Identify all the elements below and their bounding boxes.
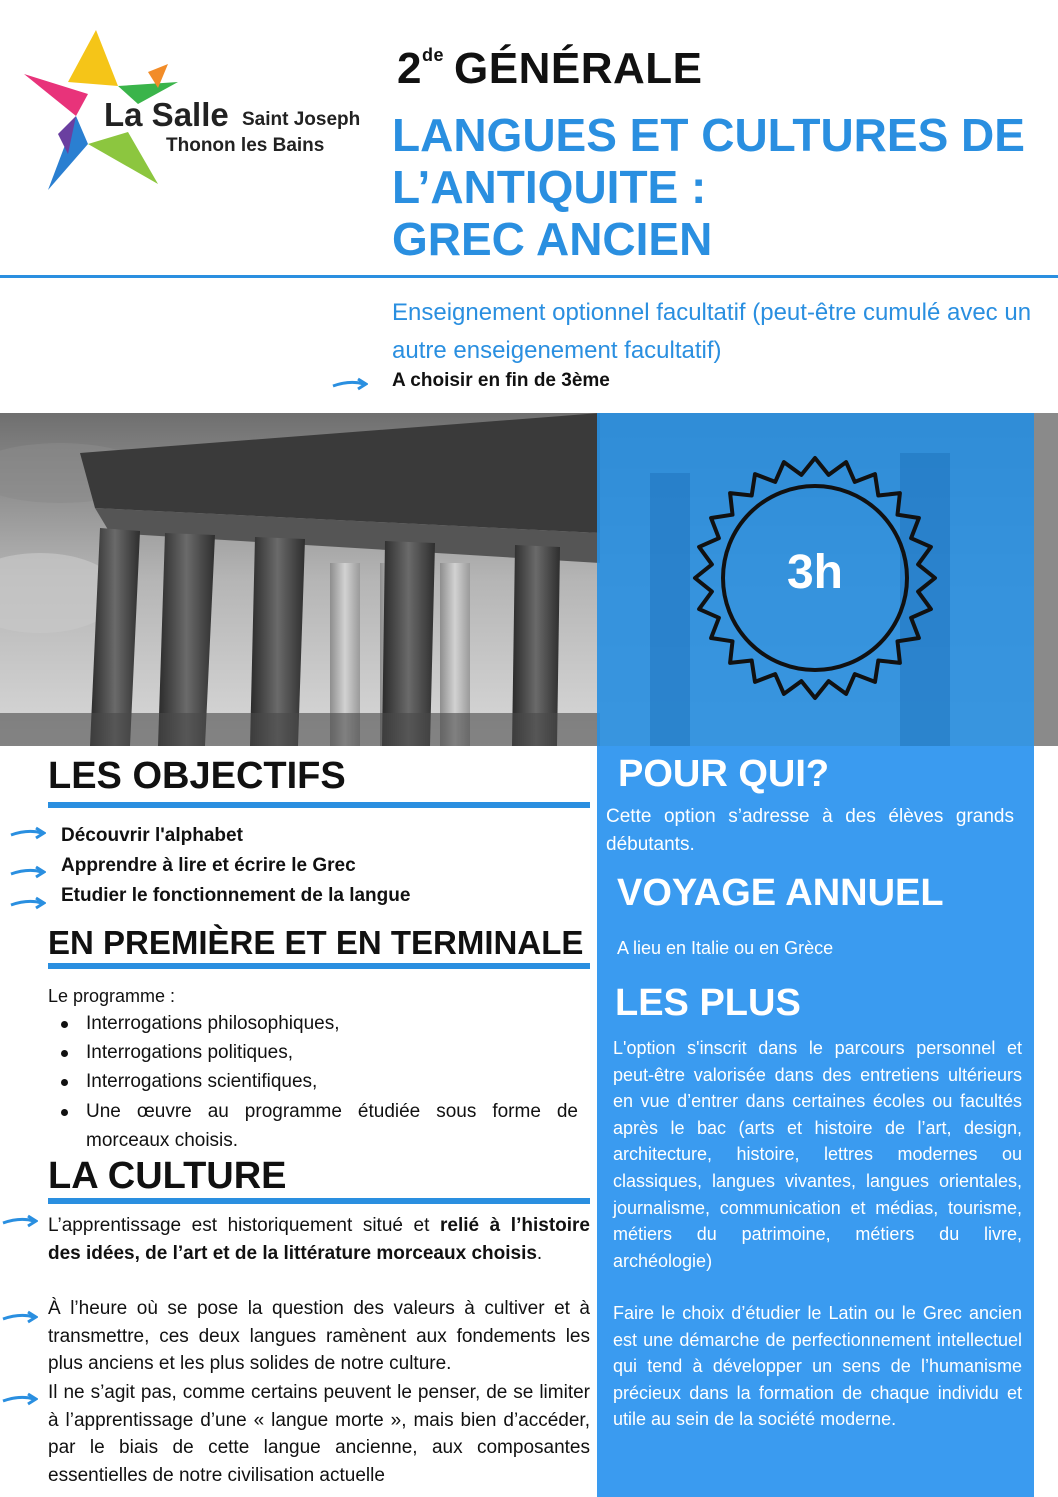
- star-logo-icon: [18, 24, 378, 204]
- objectifs-heading: LES OBJECTIFS: [48, 755, 346, 797]
- programme-intro: Le programme :: [48, 986, 176, 1006]
- pour-qui-text: Cette option s’adresse à des élèves grands débutants.: [606, 806, 1014, 855]
- pour-qui-heading: POUR QUI?: [618, 753, 830, 795]
- objectif-item: Apprendre à lire et écrire le Grec: [61, 855, 356, 876]
- arrow-icon: [10, 896, 46, 910]
- arrow-icon: [332, 377, 368, 391]
- culture-paragraph-1: L’apprentissage est historiquement situé et relié à l’histoire des idées, de l’art et de la littérature morceaux choisis.: [48, 1215, 590, 1264]
- grade-label: 2de GÉNÉRALE: [397, 44, 703, 93]
- choose-note: A choisir en fin de 3ème: [392, 370, 610, 391]
- objectifs-divider: [48, 802, 590, 808]
- culture-paragraph-3: Il ne s’agit pas, comme certains peuvent le penser, de se limiter à l’apprentissage d’une « langue morte », mais bien d’accéder, par le biais de cette langue ancienne, aux composantes essentielles de notre civilisation actuelle: [48, 1382, 590, 1486]
- programme-list: [48, 1009, 578, 1155]
- programme-item: Une œuvre au programme étudiée sous forme de morceaux choisis.: [48, 1097, 578, 1155]
- header-divider: [0, 275, 1058, 278]
- arrow-icon: [2, 1214, 38, 1228]
- plus-paragraph-2: Faire le choix d’étudier le Latin ou le Grec ancien est une démarche de perfectionnement intellectuel qui tend à développer un sens de l’humanisme précieux dans la formation de chaque individu et utile au sein de la société moderne.: [613, 1303, 1022, 1430]
- page-title-line2: L’ANTIQUITE :: [392, 161, 707, 213]
- culture-paragraph-2: À l’heure où se pose la question des valeurs à cultiver et à transmettre, ces deux langues ramènent aux fondements les plus anciens et les plus solides de notre culture.: [48, 1298, 590, 1374]
- programme-item: Interrogations scientifiques,: [48, 1067, 578, 1096]
- page-title-line3: GREC ANCIEN: [392, 213, 713, 265]
- voyage-heading: VOYAGE ANNUEL: [617, 872, 944, 914]
- arrow-icon: [2, 1392, 38, 1406]
- plus-paragraph-1: L'option s'inscrit dans le parcours personnel et peut-être valorisée dans des entretiens ultérieurs en vue d’entrer dans certaines écoles ou facultés après le bac (arts et histoire de l’art, design, architecture, histoire, lettres modernes ou classiques, langues vivantes, langues orientales, journalisme, communication et médias, tourisme, métiers du patrimoine, métiers du livre, archéologie): [613, 1038, 1022, 1271]
- school-logo: [18, 24, 378, 204]
- hours-value: 3h: [786, 546, 843, 599]
- premiere-heading: EN PREMIÈRE ET EN TERMINALE: [48, 924, 584, 961]
- voyage-text: A lieu en Italie ou en Grèce: [617, 938, 834, 958]
- objectif-item: Découvrir l'alphabet: [61, 825, 243, 846]
- arrow-icon: [10, 865, 46, 879]
- plus-heading: LES PLUS: [615, 982, 801, 1024]
- culture-heading: LA CULTURE: [48, 1155, 287, 1197]
- logo-line2: Thonon les Bains: [166, 135, 325, 156]
- logo-name: La Salle: [104, 96, 229, 133]
- arrow-icon: [2, 1310, 38, 1324]
- page-title-line1: LANGUES ET CULTURES DE: [392, 109, 1025, 161]
- logo-line1: Saint Joseph: [242, 109, 361, 130]
- programme-item: Interrogations philosophiques,: [48, 1009, 578, 1038]
- arrow-icon: [10, 826, 46, 840]
- culture-divider: [48, 1198, 590, 1204]
- subtitle: Enseignement optionnel facultatif (peut-être cumulé avec un autre enseigenement facultatif): [392, 299, 1032, 364]
- programme-item: Interrogations politiques,: [48, 1038, 578, 1067]
- objectif-item: Etudier le fonctionnement de la langue: [61, 885, 411, 906]
- premiere-divider: [48, 963, 590, 969]
